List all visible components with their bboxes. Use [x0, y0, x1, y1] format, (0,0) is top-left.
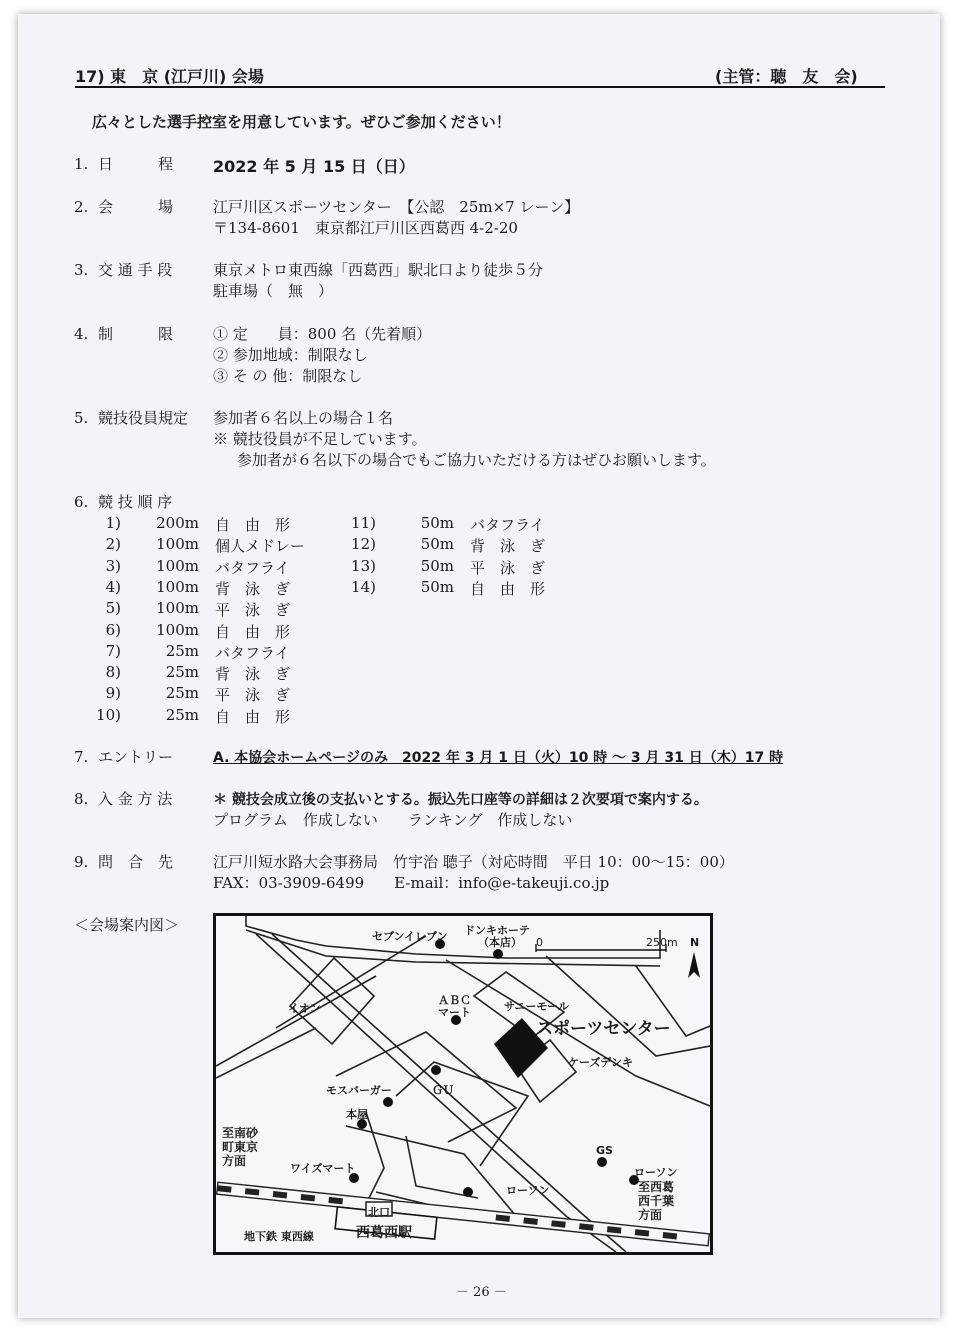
event-date: 2022 年 5 月 15 日（日） [213, 157, 415, 176]
s1-label: 日 程 [98, 155, 174, 173]
map-label-bookstore: 本屋 [346, 1108, 368, 1121]
map-label-subway: 地下鉄 東西線 [244, 1230, 314, 1243]
entry-info: A. 本協会ホームページのみ 2022 年 3 月 1 日（火）10 時 ～ 3 月 31 日（木）17 時 [213, 750, 784, 766]
program-ranking: プログラム 作成しない ランキング 作成しない [213, 811, 573, 829]
s5-num: 5. [74, 409, 89, 427]
event-left-dist: 100m [156, 556, 199, 575]
event-left-dist: 25m [165, 641, 199, 660]
s4-num: 4. [74, 325, 89, 343]
s2-label: 会 場 [98, 198, 174, 216]
event-right-stroke: 自 由 形 [470, 579, 546, 598]
event-left-stroke: バタフライ [215, 643, 290, 662]
map-roads [216, 916, 710, 1252]
venue-name: 江戸川区スポーツセンター 【公認 25m×7 レーン】 [213, 198, 580, 216]
limit-region: ② 参加地域：制限なし [213, 346, 368, 364]
event-right-no: 13) [351, 556, 376, 575]
s4-label: 制 限 [98, 325, 174, 343]
event-left-no: 2) [105, 535, 121, 554]
official-rule: 参加者６名以上の場合１名 [213, 409, 394, 427]
organizer: (主管：聴 友 会) [715, 67, 858, 86]
event-right-no: 14) [351, 577, 376, 596]
limit-other: ③ そ の 他：制限なし [213, 367, 363, 385]
s1-num: 1. [74, 155, 89, 173]
parking-text: 駐車場（ 無 ） [213, 282, 334, 300]
event-left-stroke: 個人メドレー [215, 537, 306, 556]
event-left-no: 3) [105, 556, 121, 575]
event-left-no: 8) [105, 663, 121, 682]
map-label-wise: ワイズマート [290, 1162, 356, 1175]
map-label-donki-sub: （本店） [478, 936, 522, 949]
event-left-stroke: 自 由 形 [215, 707, 291, 726]
map-label-lawson-south: ローソン [506, 1184, 550, 1197]
event-left-no: 10) [96, 705, 121, 724]
venue-title: 17) 東 京 (江戸川) 会場 [75, 67, 264, 86]
s6-num: 6. [74, 493, 89, 511]
map-label-seven: セブンイレブン [372, 930, 448, 943]
event-left-stroke: 背 泳 ぎ [215, 665, 291, 684]
event-right-dist: 50m [420, 577, 454, 596]
map-label-to-tokyo: 至南砂町東京方面 [222, 1126, 259, 1168]
event-right-dist: 50m [420, 556, 454, 575]
event-right-stroke: 平 泳 ぎ [470, 558, 546, 577]
s7-label: エントリー [98, 748, 174, 766]
intro-text: 広々とした選手控室を用意しています。ぜひご参加ください！ [92, 113, 511, 131]
limit-capacity: ① 定 員：800 名（先着順） [213, 325, 432, 343]
map-label-to-chiba: 至西葛西千葉方面 [638, 1180, 675, 1222]
access-text: 東京メトロ東西線「西葛西」駅北口より徒歩５分 [213, 261, 544, 279]
map-label-gu: ＧＵ [432, 1084, 454, 1097]
map-north: N [690, 936, 700, 949]
event-left-dist: 100m [156, 599, 199, 618]
event-left-dist: 25m [165, 684, 199, 703]
official-request: 参加者が６名以下の場合でもご協力いただける方はぜひお願いします。 [237, 451, 716, 469]
event-left-stroke: 背 泳 ぎ [215, 579, 291, 598]
map-caption: ＜会場案内図＞ [74, 916, 180, 934]
map-label-aeon: イオン [288, 1002, 321, 1015]
event-left-no: 6) [105, 620, 121, 639]
s7-num: 7. [74, 748, 89, 766]
contact-office: 江戸川短水路大会事務局 竹宇治 聴子（対応時間 平日 10：00～15：00） [213, 853, 734, 871]
s3-label: 交 通 手 段 [98, 261, 173, 279]
event-left-no: 7) [105, 641, 121, 660]
event-left-dist: 100m [156, 620, 199, 639]
s6-label: 競 技 順 序 [98, 493, 173, 511]
event-right-dist: 50m [420, 535, 454, 554]
event-left-dist: 100m [156, 535, 199, 554]
event-left-stroke: 自 由 形 [215, 516, 291, 534]
map-label-mos: モスバーガー [326, 1084, 392, 1097]
map-label-gs: GS [596, 1144, 613, 1157]
event-left-dist: 25m [165, 663, 199, 682]
map-label-donki: ドンキホーテ [464, 924, 530, 937]
header-rule [75, 86, 885, 88]
page-number: － 26 － [456, 1285, 507, 1300]
contact-fax-email: FAX：03-3909-6499 E-mail：info@e-takeuji.co.jp [213, 874, 610, 892]
event-left-no: 5) [105, 599, 121, 618]
event-left-no: 4) [105, 577, 121, 596]
s9-num: 9. [74, 853, 89, 871]
map-label-abc-mart: マート [438, 1006, 471, 1019]
event-right-stroke: 背 泳 ぎ [470, 537, 546, 556]
event-right-no: 11) [351, 514, 376, 532]
map-scale-zero: 0 [536, 936, 543, 949]
s5-label: 競技役員規定 [98, 409, 189, 427]
map-label-ks: ケーズデンキ [568, 1056, 634, 1069]
s9-label: 問 合 先 [98, 853, 174, 871]
event-left-dist: 200m [156, 514, 199, 532]
s8-label: 入 金 方 法 [98, 790, 173, 808]
event-left-stroke: バタフライ [215, 558, 290, 577]
event-right-dist: 50m [420, 514, 454, 532]
map-label-north-exit: 北口 [368, 1206, 390, 1219]
payment-info: ＊ 競技会成立後の支払いとする。振込先口座等の詳細は２次要項で案内する。 [213, 792, 708, 808]
map-label-sports-center: スポーツセンター [536, 1019, 671, 1039]
s3-num: 3. [74, 261, 89, 279]
official-note: ※ 競技役員が不足しています。 [213, 430, 427, 448]
event-left-no: 1) [105, 514, 121, 532]
event-right-stroke: バタフライ [470, 516, 545, 534]
event-left-stroke: 平 泳 ぎ [215, 601, 291, 620]
map-label-sunny: サニーモール [504, 1000, 569, 1013]
s8-num: 8. [74, 790, 89, 808]
event-left-dist: 25m [165, 705, 199, 724]
event-left-no: 9) [105, 684, 121, 703]
north-arrow-icon [688, 952, 700, 978]
venue-map [213, 913, 713, 1255]
map-label-station: 西葛西駅 [356, 1225, 412, 1241]
event-left-stroke: 自 由 形 [215, 622, 291, 641]
map-label-lawson-east: ローソン [634, 1166, 678, 1179]
s2-num: 2. [74, 198, 89, 216]
map-scale-250: 250m [646, 936, 678, 949]
event-left-stroke: 平 泳 ぎ [215, 686, 291, 705]
event-right-no: 12) [351, 535, 376, 554]
map-label-abc: ＡＢＣ [438, 994, 471, 1007]
venue-address: 〒134-8601 東京都江戸川区西葛西 4-2-20 [213, 219, 518, 237]
event-left-dist: 100m [156, 577, 199, 596]
